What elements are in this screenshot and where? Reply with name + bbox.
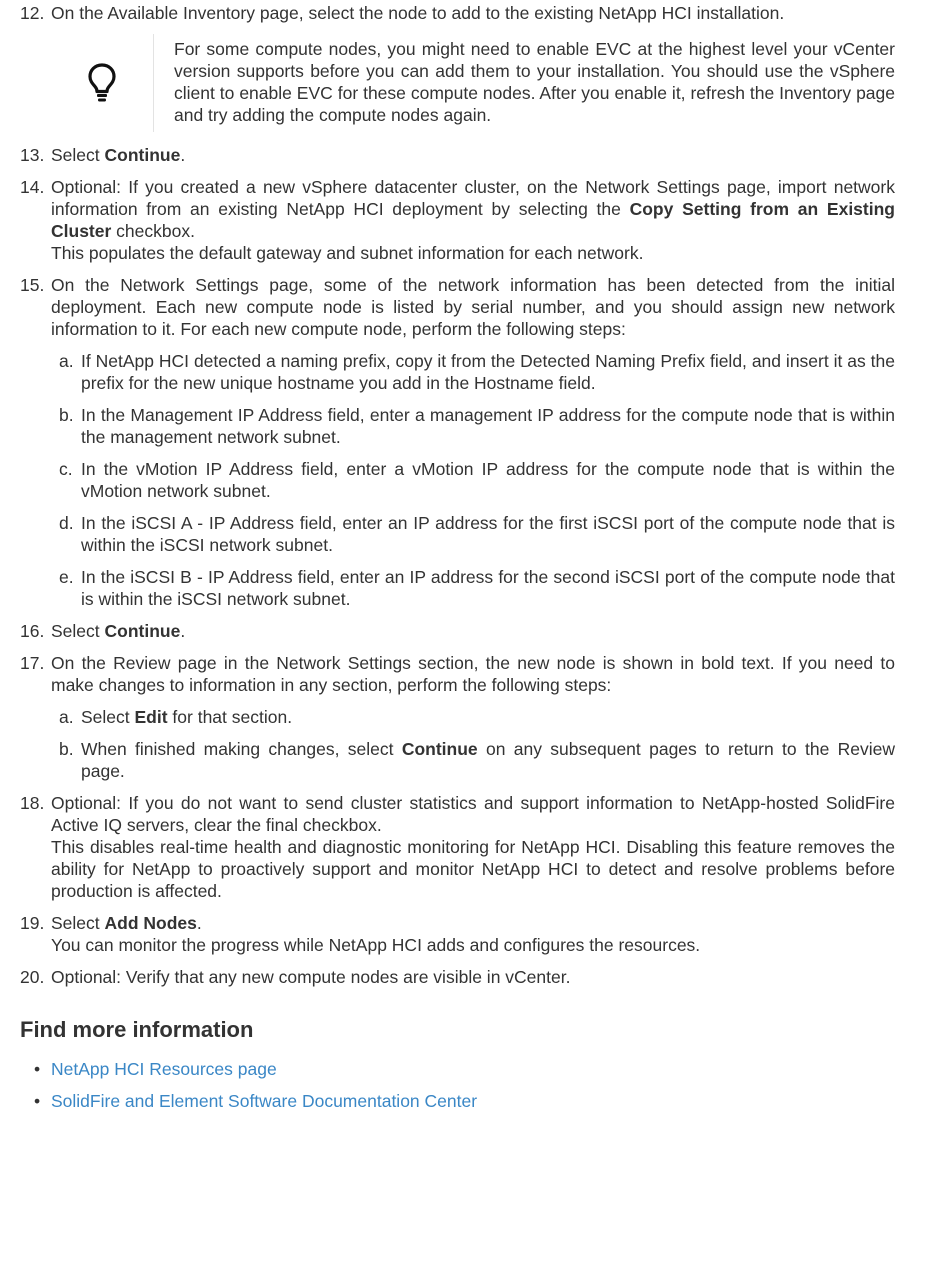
step-text: Select [51, 913, 105, 933]
substep-text: If NetApp HCI detected a naming prefix, copy it from the Detected Naming Prefix field, and insert it as the prefix for the new unique hostname you add in the Hostname field. [81, 351, 895, 393]
bullet: • [34, 1091, 41, 1111]
netapp-hci-resources-link[interactable]: NetApp HCI Resources page [51, 1059, 277, 1079]
substep-letter: a. [59, 707, 74, 727]
substep-b [51, 404, 895, 448]
tip-callout [51, 34, 895, 132]
substep-text: In the iSCSI A - IP Address field, enter an IP address for the first iSCSI port of the compute node that is within the iSCSI network subnet. [81, 513, 895, 555]
substep-letter: c. [59, 459, 73, 479]
step-17 [20, 652, 895, 782]
step-number: 12. [20, 3, 45, 23]
step-16: 16. Select Continue. [20, 621, 186, 641]
substep-d [51, 512, 895, 556]
substep-a: a. Select Edit for that section. [59, 707, 293, 727]
substep-letter: a. [59, 351, 74, 371]
step-result-text: This disables real-time health and diagnostic monitoring for NetApp HCI. Disabling this feature removes the ability for NetApp to proactively support and monitor NetApp HCI to detect and resolve problems before production is affected. [51, 837, 895, 901]
step-number: 13. [20, 145, 45, 165]
document-page [20, 2, 895, 1122]
section-heading: Find more information [20, 1017, 254, 1042]
step-14: 14. Optional: If you created a new vSphere datacenter cluster, on the Network Settings page, import network information from an existing NetApp HCI deployment by selecting the Copy Setting from an Existing Cluster checkbox. This populates the default gateway and subnet information for each network. [20, 177, 895, 263]
step-text: Optional: Verify that any new compute nodes are visible in vCenter. [51, 967, 571, 987]
substep-c [51, 458, 895, 502]
substep-b: b. When finished making changes, select Continue on any subsequent pages to return to the Review page. [59, 739, 896, 781]
step-19: 19. Select Add Nodes. You can monitor the progress while NetApp HCI adds and configures the resources. [20, 912, 895, 956]
step-number: 15. [20, 275, 45, 295]
continue-label: Continue [401, 739, 478, 759]
substeps [51, 350, 895, 610]
list-item [20, 1058, 895, 1080]
step-result-text: This populates the default gateway and subnet information for each network. [51, 243, 644, 263]
step-number: 19. [20, 913, 45, 933]
step-20 [20, 966, 895, 988]
step-12 [20, 2, 895, 132]
step-text: Optional: If you created a new vSphere datacenter cluster, on the Network Settings page, import network information from an existing NetApp HCI deployment by selecting the [51, 177, 895, 219]
step-number: 14. [20, 177, 45, 197]
substep-letter: d. [59, 513, 74, 533]
solidfire-doc-center-link[interactable]: SolidFire and Element Software Documentation Center [51, 1091, 478, 1111]
tip-text: For some compute nodes, you might need to enable EVC at the highest level your vCenter version supports before you can add them to your installation. You should use the vSphere client to enable EVC for these compute nodes. After you enable it, refresh the Inventory page and try adding the compute nodes again. [153, 34, 895, 132]
step-number: 17. [20, 653, 45, 673]
more-info-list [20, 1058, 895, 1112]
substep-text: In the Management IP Address field, enter a management IP address for the compute node that is within the management network subnet. [81, 405, 895, 447]
substep-e [51, 566, 895, 610]
step-text: Optional: If you do not want to send cluster statistics and support information to NetApp-hosted SolidFire Active IQ servers, clear the final checkbox. [51, 793, 895, 835]
list-item [20, 1090, 895, 1112]
step-15 [20, 274, 895, 610]
add-nodes-label: Add Nodes [104, 913, 197, 933]
step-18 [20, 792, 895, 902]
bullet: • [34, 1059, 41, 1079]
step-text: Select [51, 145, 105, 165]
step-number: 16. [20, 621, 45, 641]
step-result-text: You can monitor the progress while NetApp HCI adds and configures the resources. [51, 935, 701, 955]
step-13: 13. Select Continue. [20, 145, 186, 165]
step-text: On the Available Inventory page, select the node to add to the existing NetApp HCI installation. [51, 3, 785, 23]
substep-letter: e. [59, 567, 74, 587]
substep-text: In the vMotion IP Address field, enter a vMotion IP address for the compute node that is within the vMotion network subnet. [81, 459, 895, 501]
step-text: On the Review page in the Network Settings section, the new node is shown in bold text. If you need to make changes to information in any section, perform the following steps: [51, 653, 895, 695]
edit-label: Edit [134, 707, 168, 727]
step-text: Select [51, 621, 105, 641]
lightbulb-icon [87, 62, 117, 104]
step-number: 18. [20, 793, 45, 813]
substep-a [51, 350, 895, 394]
procedure-steps [20, 2, 895, 988]
substep-letter: b. [59, 405, 74, 425]
continue-label: Continue [104, 145, 181, 165]
copy-setting-label: Copy Setting from an Existing Cluster [51, 199, 895, 241]
substeps [51, 706, 895, 782]
continue-label: Continue [104, 621, 181, 641]
substep-letter: b. [59, 739, 74, 759]
step-number: 20. [20, 967, 45, 987]
substep-text: In the iSCSI B - IP Address field, enter an IP address for the second iSCSI port of the compute node that is within the iSCSI network subnet. [81, 567, 895, 609]
step-text: On the Network Settings page, some of the network information has been detected from the initial deployment. Each new compute node is listed by serial number, and you should assign new network information to it. For each new compute node, perform the following steps: [51, 275, 895, 339]
